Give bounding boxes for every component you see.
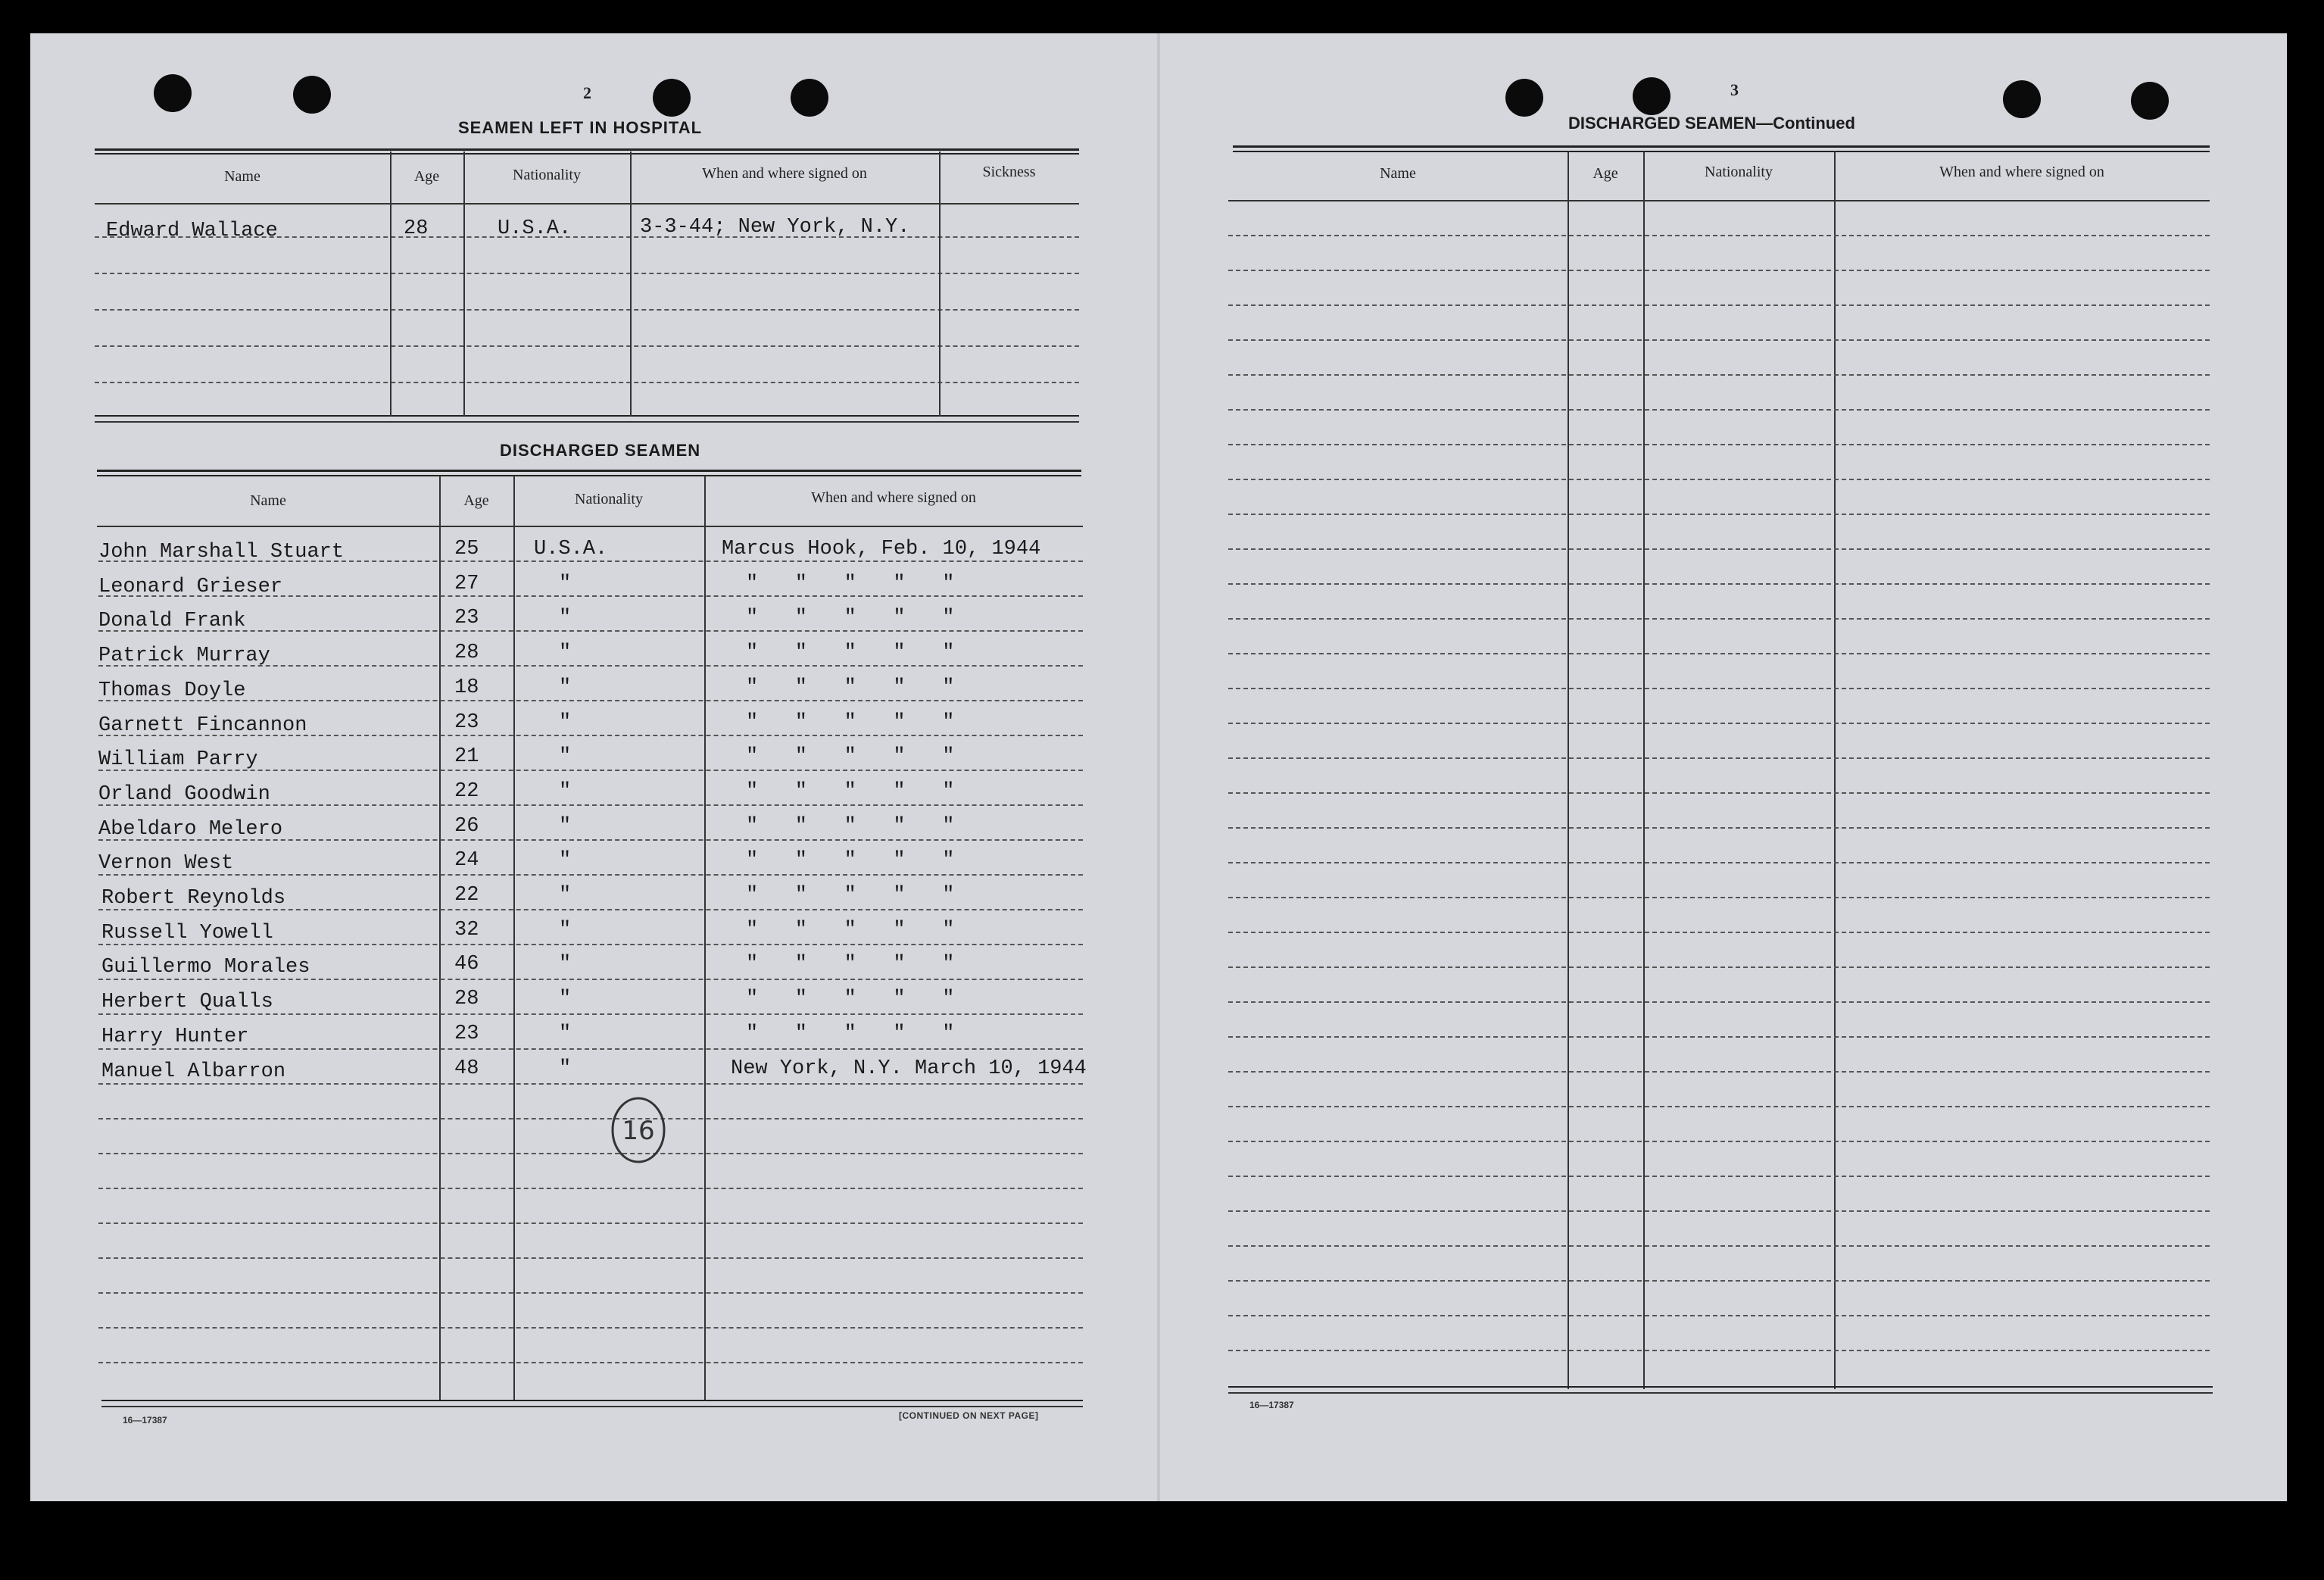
row-rule bbox=[98, 1257, 1083, 1259]
row-rule bbox=[1228, 1315, 2210, 1316]
column-rule bbox=[463, 151, 465, 417]
discharged-cell-signed-on: " " " " " bbox=[746, 953, 955, 976]
hospital-header-sickness: Sickness bbox=[982, 164, 1036, 180]
discharged-cell-nationality: " bbox=[559, 745, 572, 768]
continued-note: [CONTINUED ON NEXT PAGE] bbox=[899, 1410, 1039, 1421]
right-title-main: DISCHARGED SEAMEN bbox=[1568, 114, 1757, 133]
handwritten-count: 16 bbox=[622, 1116, 655, 1146]
row-rule bbox=[98, 1013, 1083, 1015]
discharged-cell-age: 28 bbox=[454, 642, 479, 664]
row-rule bbox=[98, 770, 1083, 771]
discharged-cell-age: 24 bbox=[454, 849, 479, 872]
row-rule bbox=[98, 1153, 1083, 1154]
discharged-cell-name: Harry Hunter bbox=[101, 1026, 249, 1048]
discharged-cell-name: Garnett Fincannon bbox=[98, 714, 307, 737]
right-header-age: Age bbox=[1592, 165, 1618, 182]
discharged-cell-name: Russell Yowell bbox=[101, 922, 273, 945]
row-rule bbox=[1228, 618, 2210, 620]
discharged-cell-age: 25 bbox=[454, 538, 479, 560]
discharged-header-name: Name bbox=[250, 492, 286, 509]
punch-hole bbox=[653, 79, 691, 117]
punch-hole bbox=[2003, 80, 2041, 118]
discharged-cell-age: 48 bbox=[454, 1057, 479, 1080]
row-rule bbox=[1228, 723, 2210, 724]
column-rule bbox=[1568, 151, 1569, 1389]
discharged-cell-name: Donald Frank bbox=[98, 610, 246, 632]
row-rule bbox=[1228, 409, 2210, 411]
right-header-nationality: Nationality bbox=[1705, 164, 1773, 180]
discharged-cell-name: Thomas Doyle bbox=[98, 679, 246, 702]
table-rule bbox=[97, 470, 1081, 472]
table-rule bbox=[95, 203, 1079, 205]
punch-hole bbox=[1633, 77, 1670, 115]
column-rule bbox=[1834, 151, 1836, 1389]
row-rule bbox=[98, 804, 1083, 806]
table-rule bbox=[95, 153, 1079, 155]
discharged-cell-name: Robert Reynolds bbox=[101, 887, 286, 910]
row-rule bbox=[1228, 653, 2210, 654]
discharged-cell-nationality: " bbox=[559, 815, 572, 838]
punch-hole bbox=[791, 79, 828, 117]
row-rule bbox=[98, 874, 1083, 876]
row-rule bbox=[1228, 235, 2210, 236]
table-rule bbox=[1228, 1386, 2213, 1388]
table-rule bbox=[1228, 1392, 2213, 1394]
row-rule bbox=[98, 630, 1083, 632]
row-rule bbox=[1228, 966, 2210, 968]
discharged-cell-age: 26 bbox=[454, 815, 479, 838]
row-rule bbox=[1228, 444, 2210, 445]
discharged-cell-name: Leonard Grieser bbox=[98, 576, 283, 598]
table-rule bbox=[97, 475, 1081, 476]
row-rule bbox=[1228, 897, 2210, 898]
row-rule bbox=[1228, 1350, 2210, 1351]
row-rule bbox=[98, 595, 1083, 597]
row-rule bbox=[98, 909, 1083, 910]
discharged-cell-signed-on: " " " " " bbox=[746, 711, 955, 734]
row-rule bbox=[95, 273, 1079, 274]
discharged-section-title: DISCHARGED SEAMEN bbox=[500, 441, 701, 460]
form-number-left: 16—17387 bbox=[123, 1415, 167, 1425]
row-rule bbox=[98, 560, 1083, 562]
discharged-cell-signed-on: " " " " " bbox=[746, 780, 955, 803]
discharged-cell-signed-on: New York, N.Y. March 10, 1944 bbox=[731, 1057, 1087, 1080]
row-rule bbox=[98, 839, 1083, 841]
hospital-header-nationality: Nationality bbox=[513, 167, 581, 183]
row-rule bbox=[98, 1292, 1083, 1294]
discharged-cell-age: 22 bbox=[454, 780, 479, 803]
form-number-right: 16—17387 bbox=[1249, 1400, 1294, 1410]
row-rule bbox=[98, 1188, 1083, 1189]
row-rule bbox=[1228, 514, 2210, 515]
discharged-cell-signed-on: " " " " " bbox=[746, 1023, 955, 1045]
discharged-cell-nationality: " bbox=[559, 919, 572, 941]
row-rule bbox=[1228, 757, 2210, 759]
discharged-cell-name: Orland Goodwin bbox=[98, 783, 270, 806]
row-rule bbox=[1228, 827, 2210, 829]
row-rule bbox=[1228, 304, 2210, 306]
discharged-cell-signed-on: " " " " " bbox=[746, 849, 955, 872]
row-rule bbox=[95, 309, 1079, 311]
row-rule bbox=[1228, 270, 2210, 271]
table-rule bbox=[97, 526, 1083, 527]
column-rule bbox=[1643, 151, 1645, 1389]
row-rule bbox=[95, 382, 1079, 383]
discharged-cell-name: Guillermo Morales bbox=[101, 956, 310, 979]
discharged-cell-age: 23 bbox=[454, 607, 479, 629]
discharged-cell-nationality: " bbox=[559, 780, 572, 803]
discharged-cell-name: William Parry bbox=[98, 748, 258, 771]
table-rule bbox=[1233, 151, 2210, 152]
discharged-cell-nationality: " bbox=[559, 849, 572, 872]
discharged-cell-signed-on: " " " " " bbox=[746, 919, 955, 941]
row-rule bbox=[1228, 1141, 2210, 1142]
row-rule bbox=[98, 665, 1083, 667]
table-rule bbox=[101, 1400, 1083, 1401]
row-rule bbox=[1228, 374, 2210, 376]
punch-hole bbox=[2131, 82, 2169, 120]
row-rule bbox=[1228, 1106, 2210, 1107]
hospital-cell-nationality: U.S.A. bbox=[498, 217, 572, 240]
discharged-cell-name: Vernon West bbox=[98, 852, 234, 875]
column-rule bbox=[439, 476, 441, 1401]
column-rule bbox=[390, 151, 391, 417]
discharged-cell-age: 27 bbox=[454, 573, 479, 595]
row-rule bbox=[1228, 1210, 2210, 1212]
discharged-cell-name: Patrick Murray bbox=[98, 645, 270, 667]
discharged-header-signed-on: When and where signed on bbox=[811, 489, 976, 506]
discharged-cell-nationality: " bbox=[559, 642, 572, 664]
discharged-cell-nationality: " bbox=[559, 711, 572, 734]
row-rule bbox=[98, 1222, 1083, 1224]
discharged-cell-nationality: " bbox=[559, 988, 572, 1010]
column-rule bbox=[704, 476, 706, 1401]
row-rule bbox=[98, 1118, 1083, 1119]
hospital-cell-name: Edward Wallace bbox=[106, 220, 278, 242]
row-rule bbox=[98, 944, 1083, 945]
discharged-cell-signed-on: " " " " " bbox=[746, 815, 955, 838]
hospital-cell-signed-on: 3-3-44; New York, N.Y. bbox=[640, 216, 910, 239]
discharged-cell-nationality: " bbox=[559, 573, 572, 595]
discharged-cell-signed-on: " " " " " bbox=[746, 676, 955, 699]
discharged-cell-nationality: " bbox=[559, 607, 572, 629]
page-fold bbox=[1157, 33, 1160, 1501]
row-rule bbox=[98, 1048, 1083, 1050]
right-header-signed-on: When and where signed on bbox=[1939, 164, 2104, 180]
column-rule bbox=[939, 151, 941, 417]
column-rule bbox=[513, 476, 515, 1401]
right-header-name: Name bbox=[1380, 165, 1416, 182]
hospital-header-name: Name bbox=[224, 168, 260, 185]
row-rule bbox=[98, 1362, 1083, 1363]
row-rule bbox=[1228, 1176, 2210, 1177]
discharged-cell-age: 21 bbox=[454, 745, 479, 768]
hospital-section-title: SEAMEN LEFT IN HOSPITAL bbox=[458, 118, 703, 137]
column-rule bbox=[630, 151, 632, 417]
row-rule bbox=[1228, 583, 2210, 585]
discharged-cell-age: 23 bbox=[454, 1023, 479, 1045]
row-rule bbox=[1228, 1071, 2210, 1073]
discharged-cell-signed-on: " " " " " bbox=[746, 988, 955, 1010]
handwritten-count-circle bbox=[610, 1095, 666, 1165]
discharged-cell-nationality: U.S.A. bbox=[534, 538, 608, 560]
row-rule bbox=[1228, 688, 2210, 689]
punch-hole bbox=[1505, 79, 1543, 117]
row-rule bbox=[1228, 339, 2210, 341]
row-rule bbox=[98, 979, 1083, 980]
discharged-cell-age: 28 bbox=[454, 988, 479, 1010]
page-number-left: 2 bbox=[583, 83, 591, 102]
discharged-cell-age: 22 bbox=[454, 884, 479, 907]
discharged-header-nationality: Nationality bbox=[575, 491, 643, 507]
table-rule bbox=[1233, 145, 2210, 148]
table-rule bbox=[95, 148, 1079, 151]
row-rule bbox=[1228, 1001, 2210, 1003]
discharged-cell-nationality: " bbox=[559, 676, 572, 699]
discharged-cell-nationality: " bbox=[559, 1057, 572, 1080]
discharged-cell-name: John Marshall Stuart bbox=[98, 541, 345, 564]
discharged-cell-name: Manuel Albarron bbox=[101, 1060, 286, 1083]
discharged-cell-name: Abeldaro Melero bbox=[98, 818, 283, 841]
hospital-cell-age: 28 bbox=[404, 217, 429, 240]
table-rule bbox=[101, 1406, 1083, 1407]
punch-hole bbox=[293, 76, 331, 114]
row-rule bbox=[98, 1083, 1083, 1085]
page-number-right: 3 bbox=[1730, 80, 1739, 99]
discharged-cell-signed-on: Marcus Hook, Feb. 10, 1944 bbox=[722, 538, 1041, 560]
discharged-cell-signed-on: " " " " " bbox=[746, 745, 955, 768]
row-rule bbox=[95, 345, 1079, 347]
discharged-cell-age: 46 bbox=[454, 953, 479, 976]
punch-hole bbox=[154, 74, 192, 112]
hospital-header-age: Age bbox=[413, 168, 440, 185]
table-rule bbox=[95, 415, 1079, 417]
table-rule bbox=[1228, 200, 2210, 201]
right-title-suffix: —Continued bbox=[1756, 114, 1855, 133]
discharged-cell-nationality: " bbox=[559, 1023, 572, 1045]
row-rule bbox=[1228, 932, 2210, 933]
discharged-cell-nationality: " bbox=[559, 884, 572, 907]
discharged-cell-signed-on: " " " " " bbox=[746, 607, 955, 629]
row-rule bbox=[1228, 548, 2210, 550]
row-rule bbox=[98, 700, 1083, 701]
hospital-header-signed-on: When and where signed on bbox=[702, 165, 867, 182]
row-rule bbox=[1228, 792, 2210, 794]
discharged-cell-signed-on: " " " " " bbox=[746, 573, 955, 595]
discharged-cell-name: Herbert Qualls bbox=[101, 991, 273, 1013]
row-rule bbox=[1228, 479, 2210, 480]
row-rule bbox=[1228, 1036, 2210, 1038]
discharged-cell-age: 18 bbox=[454, 676, 479, 699]
discharged-cell-age: 23 bbox=[454, 711, 479, 734]
table-rule bbox=[95, 421, 1079, 423]
row-rule bbox=[1228, 1245, 2210, 1247]
row-rule bbox=[98, 735, 1083, 736]
row-rule bbox=[98, 1327, 1083, 1329]
right-section-title bbox=[1568, 114, 1855, 133]
discharged-cell-signed-on: " " " " " bbox=[746, 884, 955, 907]
discharged-cell-age: 32 bbox=[454, 919, 479, 941]
row-rule bbox=[1228, 862, 2210, 863]
discharged-header-age: Age bbox=[463, 492, 489, 509]
discharged-cell-nationality: " bbox=[559, 953, 572, 976]
discharged-cell-signed-on: " " " " " bbox=[746, 642, 955, 664]
row-rule bbox=[1228, 1280, 2210, 1282]
